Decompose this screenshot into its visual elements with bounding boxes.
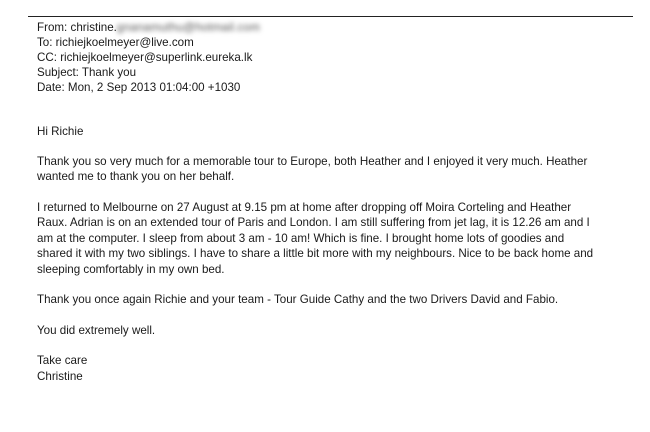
email-body [37, 124, 642, 384]
header-divider [28, 16, 633, 17]
greeting: Hi Richie [37, 125, 84, 138]
paragraph-line: sleeping comfortably in my own bed. [37, 262, 225, 276]
subject-line: Subject: Thank you [37, 65, 137, 79]
from-line [37, 21, 260, 36]
from-address-redacted: gnanamuthu@hotmail.com [116, 21, 261, 34]
paragraph-thanks [37, 154, 642, 185]
paragraph-team [37, 292, 642, 308]
email-headers [37, 21, 260, 96]
from-label: From: [37, 21, 68, 34]
paragraph-line: shared it with my two siblings. I have to share a little bit more with my neighbours. Nice to be back home and [37, 247, 594, 260]
paragraph-line: Thank you so very much for a memorable tour to Europe, both Heather and I enjoyed it very much. Heather [37, 154, 588, 168]
paragraph-line: am at the computer. I sleep from about 3 am - 10 am! Which is fine. I brought home lots of goodies and [37, 231, 565, 245]
cc-line: CC: richiejkoelmeyer@superlink.eureka.lk [37, 50, 253, 64]
paragraph-line: wanted me to thank you on her behalf. [37, 170, 235, 183]
paragraph-praise [37, 323, 642, 339]
date-line: Date: Mon, 2 Sep 2013 01:04:00 +1030 [37, 80, 241, 94]
paragraph-line: Raux. Adrian is on an extended tour of Paris and London. I am still suffering from jet lag, it is 12.26 am and I [37, 216, 590, 229]
paragraph-return [37, 200, 642, 278]
signoff: Take care [37, 354, 88, 367]
to-line: To: richiejkoelmeyer@live.com [37, 35, 194, 49]
from-address-visible: christine. [70, 21, 117, 34]
paragraph-line: Thank you once again Richie and your team - Tour Guide Cathy and the two Drivers David and Fabio. [37, 293, 559, 306]
paragraph-line: You did extremely well. [37, 323, 156, 337]
signature: Christine [37, 369, 83, 383]
paragraph-line: I returned to Melbourne on 27 August at 9.15 pm at home after dropping off Moira Corteling and Heather [37, 200, 572, 214]
